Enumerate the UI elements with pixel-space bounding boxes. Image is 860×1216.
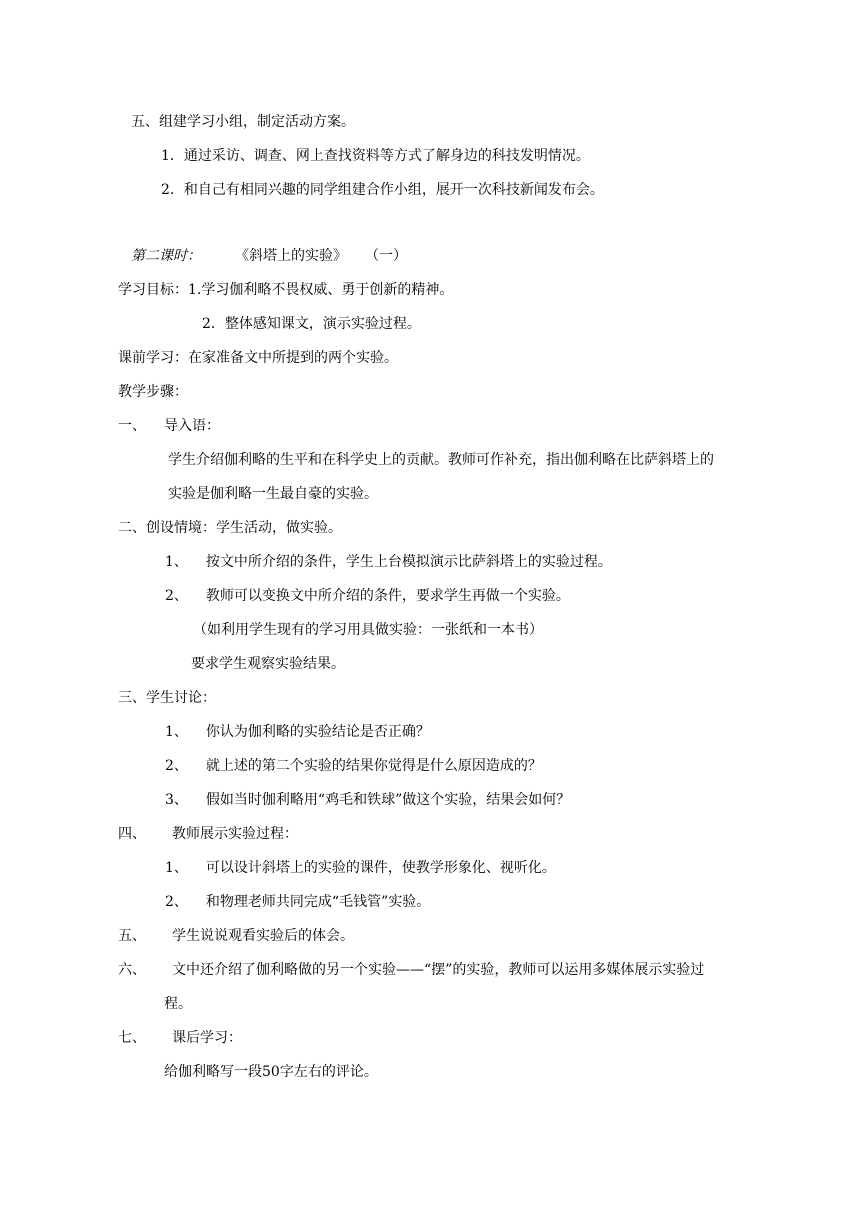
step-3-item-2-number: 2、 — [165, 758, 188, 774]
section5-item-2: 2．和自己有相同兴趣的同学组建合作小组，展开一次科技新闻发布会。 — [161, 182, 604, 198]
step-2-heading: 二、创设情境：学生活动，做实验。 — [118, 520, 342, 536]
step-2-observe: 要求学生观察实验结果。 — [191, 656, 345, 672]
step-3-item-3 — [165, 790, 570, 810]
step-6-line-1 — [118, 960, 704, 980]
step-1-text-line-2: 实验是伽利略一生最自豪的实验。 — [168, 486, 378, 502]
step-6-number: 六、 — [118, 962, 146, 978]
learning-goals-line-1: 学习目标：1.学习伽利略不畏权威、勇于创新的精神。 — [118, 282, 454, 298]
step-3-item-3-text: 假如当时伽利略用“鸡毛和铁球”做这个实验，结果会如何？ — [205, 792, 571, 808]
step-1-text-line-1: 学生介绍伽利略的生平和在科学史上的贡献。教师可作补充，指出伽利略在比萨斜塔上的 — [168, 452, 714, 468]
step-4-heading — [118, 824, 298, 844]
step-4-item-1 — [165, 858, 556, 878]
step-4-item-2-text: 和物理老师共同完成“毛钱管”实验。 — [205, 894, 431, 910]
step-6-text-line-1: 文中还介绍了伽利略做的另一个实验——“摆”的实验，教师可以运用多媒体展示实验过 — [172, 962, 705, 978]
lesson2-label: 第二课时： — [131, 248, 201, 264]
step-1-number: 一、 — [118, 418, 146, 434]
step-3-item-3-number: 3、 — [165, 792, 188, 808]
step-3-heading: 三、学生讨论： — [118, 690, 216, 706]
step-4-item-2-number: 2、 — [165, 894, 188, 910]
step-3-item-1-text: 你认为伽利略的实验结论是否正确？ — [205, 724, 430, 740]
step-4-item-2 — [165, 892, 430, 912]
step-3-item-2 — [165, 756, 542, 776]
section5-item-1: 1．通过采访、调查、网上查找资料等方式了解身边的科技发明情况。 — [161, 148, 590, 164]
step-2-item-2 — [165, 586, 570, 606]
step-7-heading — [118, 1028, 242, 1048]
step-3-item-1 — [165, 722, 430, 742]
pre-study: 课前学习：在家准备文中所提到的两个实验。 — [118, 350, 398, 366]
steps-heading: 教学步骤： — [118, 384, 188, 400]
step-1-heading — [118, 416, 220, 436]
step-2-item-1-number: 1、 — [165, 554, 188, 570]
step-2-note: （如利用学生现有的学习用具做实验：一张纸和一本书） — [193, 622, 543, 638]
step-1-title: 导入语： — [164, 418, 220, 434]
step-7-number: 七、 — [118, 1030, 146, 1046]
lesson2-title: 《斜塔上的实验》 — [235, 248, 347, 264]
step-4-number: 四、 — [118, 826, 146, 842]
step-2-item-1 — [165, 552, 612, 572]
step-7-title: 课后学习： — [172, 1030, 242, 1046]
step-3-item-2-text: 就上述的第二个实验的结果你觉得是什么原因造成的？ — [205, 758, 542, 774]
learning-goals-line-2: 2．整体感知课文，演示实验过程。 — [202, 316, 421, 332]
step-4-title: 教师展示实验过程： — [172, 826, 298, 842]
section5-heading: 五、组建学习小组，制定活动方案。 — [131, 114, 355, 130]
step-5-heading — [118, 926, 354, 946]
lesson2-part: （一） — [365, 248, 407, 264]
step-2-item-2-text: 教师可以变换文中所介绍的条件，要求学生再做一个实验。 — [205, 588, 570, 604]
step-5-title: 学生说说观看实验后的体会。 — [172, 928, 354, 944]
step-2-item-2-number: 2、 — [165, 588, 188, 604]
lesson2-heading — [131, 246, 407, 266]
step-2-item-1-text: 按文中所介绍的条件，学生上台模拟演示比萨斜塔上的实验过程。 — [205, 554, 612, 570]
step-6-text-line-2: 程。 — [164, 996, 192, 1012]
step-7-text: 给伽利略写一段50字左右的评论。 — [164, 1064, 378, 1080]
step-5-number: 五、 — [118, 928, 146, 944]
step-3-item-1-number: 1、 — [165, 724, 188, 740]
step-4-item-1-number: 1、 — [165, 860, 188, 876]
step-4-item-1-text: 可以设计斜塔上的实验的课件，使教学形象化、视听化。 — [205, 860, 556, 876]
